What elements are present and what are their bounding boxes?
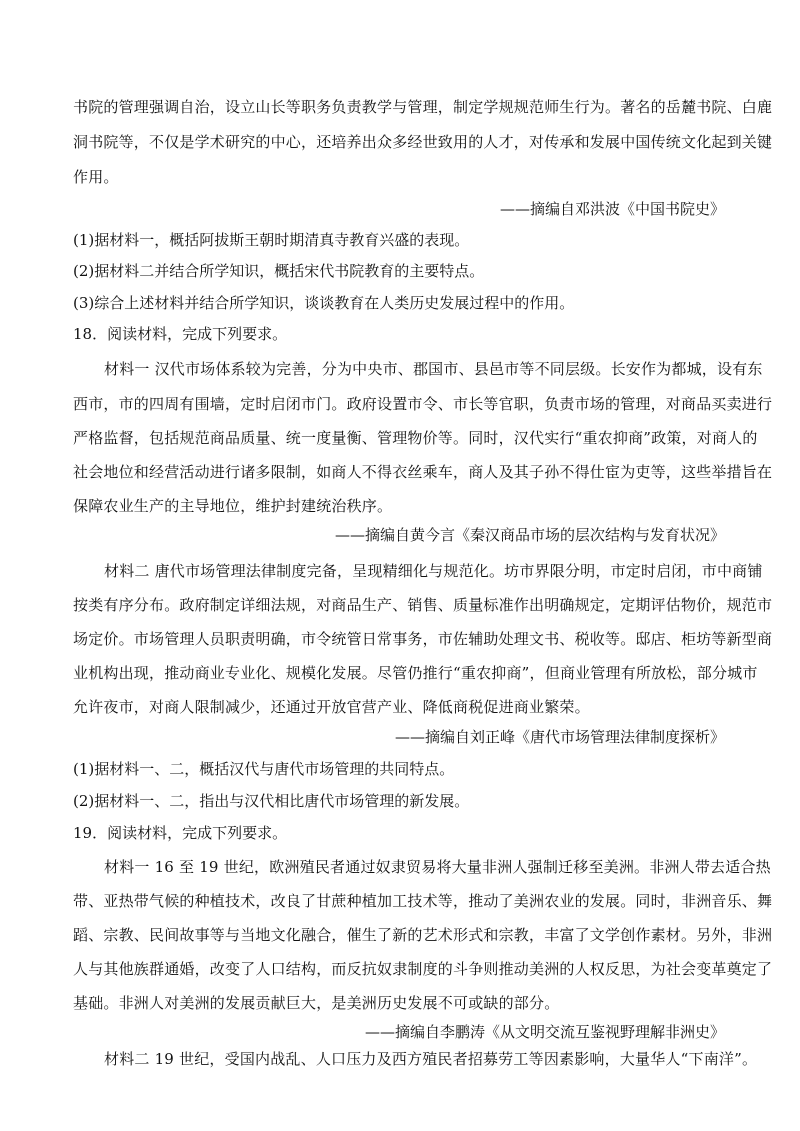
material-line: 允许夜市，对商人限制减少，还通过开放官营产业、降低商税促进商业繁荣。 [73, 698, 590, 716]
source-citation: ——摘编自刘正峰《唐代市场管理法律制度探析》 [394, 728, 725, 746]
material-line: 西市，市的四周有围墙，定时启闭市门。政府设置市令、市长等官职，负责市场的管理，对商品买卖进行 [73, 395, 773, 413]
material-line: 业机构出现，推动商业专业化、规模化发展。尽管仍推行“重农抑商”，但商业管理有所放松，部分城市 [73, 664, 758, 682]
source-citation: ——摘编自邓洪波《中国书院史》 [499, 200, 725, 218]
material-line: 基础。非洲人对美洲的发展贡献巨大，是美洲历史发展不可或缺的部分。 [73, 994, 560, 1012]
question-item: (2)据材料一、二，指出与汉代相比唐代市场管理的新发展。 [73, 792, 470, 810]
material-line: 人与其他族群通婚，改变了人口结构，而反抗奴隶制度的斗争则推动美洲的人权反思，为社会变革奠定了 [73, 960, 773, 978]
material-line: 保障农业生产的主导地位，维护封建统治秩序。 [73, 497, 393, 515]
question-item: (1)据材料一、二，概括汉代与唐代市场管理的共同特点。 [73, 760, 455, 778]
source-citation: ——摘编自黄今言《秦汉商品市场的层次结构与发育状况》 [334, 526, 725, 544]
paragraph-line: 书院的管理强调自治，设立山长等职务负责教学与管理，制定学规规范师生行为。著名的岳麓书院、白鹿 [73, 98, 773, 116]
source-citation: ——摘编自李鹏涛《从文明交流互鉴视野理解非洲史》 [364, 1023, 725, 1041]
material-line: 材料二 19 世纪，受国内战乱、人口压力及西方殖民者招募劳工等因素影响，大量华人“下南洋”。 [104, 1050, 758, 1068]
material-line: 带、亚热带气候的种植技术，改良了甘蔗种植加工技术等，推动了美洲农业的发展。同时，非洲音乐、舞 [73, 892, 773, 910]
question-heading: 19．阅读材料，完成下列要求。 [73, 824, 288, 842]
material-line: 严格监督，包括规范商品质量、统一度量衡、管理物价等。同时，汉代实行“重农抑商”政策，对商人的 [73, 429, 758, 447]
material-line: 场定价。市场管理人员职责明确，市令统管日常事务，市佐辅助处理文书、税收等。邸店、柜坊等新型商 [73, 630, 773, 648]
material-line: 蹈、宗教、民间故事等与当地文化融合，催生了新的艺术形式和宗教，丰富了文学创作素材。另外，非洲 [73, 926, 773, 944]
material-line: 材料二 唐代市场管理法律制度完备，呈现精细化与规范化。坊市界限分明，市定时启闭，市中商铺 [104, 562, 763, 580]
material-line: 材料一 16 至 19 世纪，欧洲殖民者通过奴隶贸易将大量非洲人强制迁移至美洲。非洲人带去适合热 [104, 858, 771, 876]
question-item: (2)据材料二并结合所学知识，概括宋代书院教育的主要特点。 [73, 262, 485, 280]
paragraph-line: 作用。 [73, 168, 119, 186]
material-line: 材料一 汉代市场体系较为完善，分为中央市、郡国市、县邑市等不同层级。长安作为都城，设有东 [104, 360, 763, 378]
material-line: 社会地位和经营活动进行诸多限制，如商人不得衣丝乘车，商人及其子孙不得仕宦为吏等，这些举措旨在 [73, 463, 773, 481]
paragraph-line: 洞书院等，不仅是学术研究的中心，还培养出众多经世致用的人才，对传承和发展中国传统文化起到关键 [73, 133, 773, 151]
question-item: (3)综合上述材料并结合所学知识，谈谈教育在人类历史发展过程中的作用。 [73, 294, 575, 312]
question-item: (1)据材料一，概括阿拔斯王朝时期清真寺教育兴盛的表现。 [73, 231, 470, 249]
material-line: 按类有序分布。政府制定详细法规，对商品生产、销售、质量标准作出明确规定，定期评估物价，规范市 [73, 596, 773, 614]
question-heading: 18．阅读材料，完成下列要求。 [73, 325, 288, 343]
